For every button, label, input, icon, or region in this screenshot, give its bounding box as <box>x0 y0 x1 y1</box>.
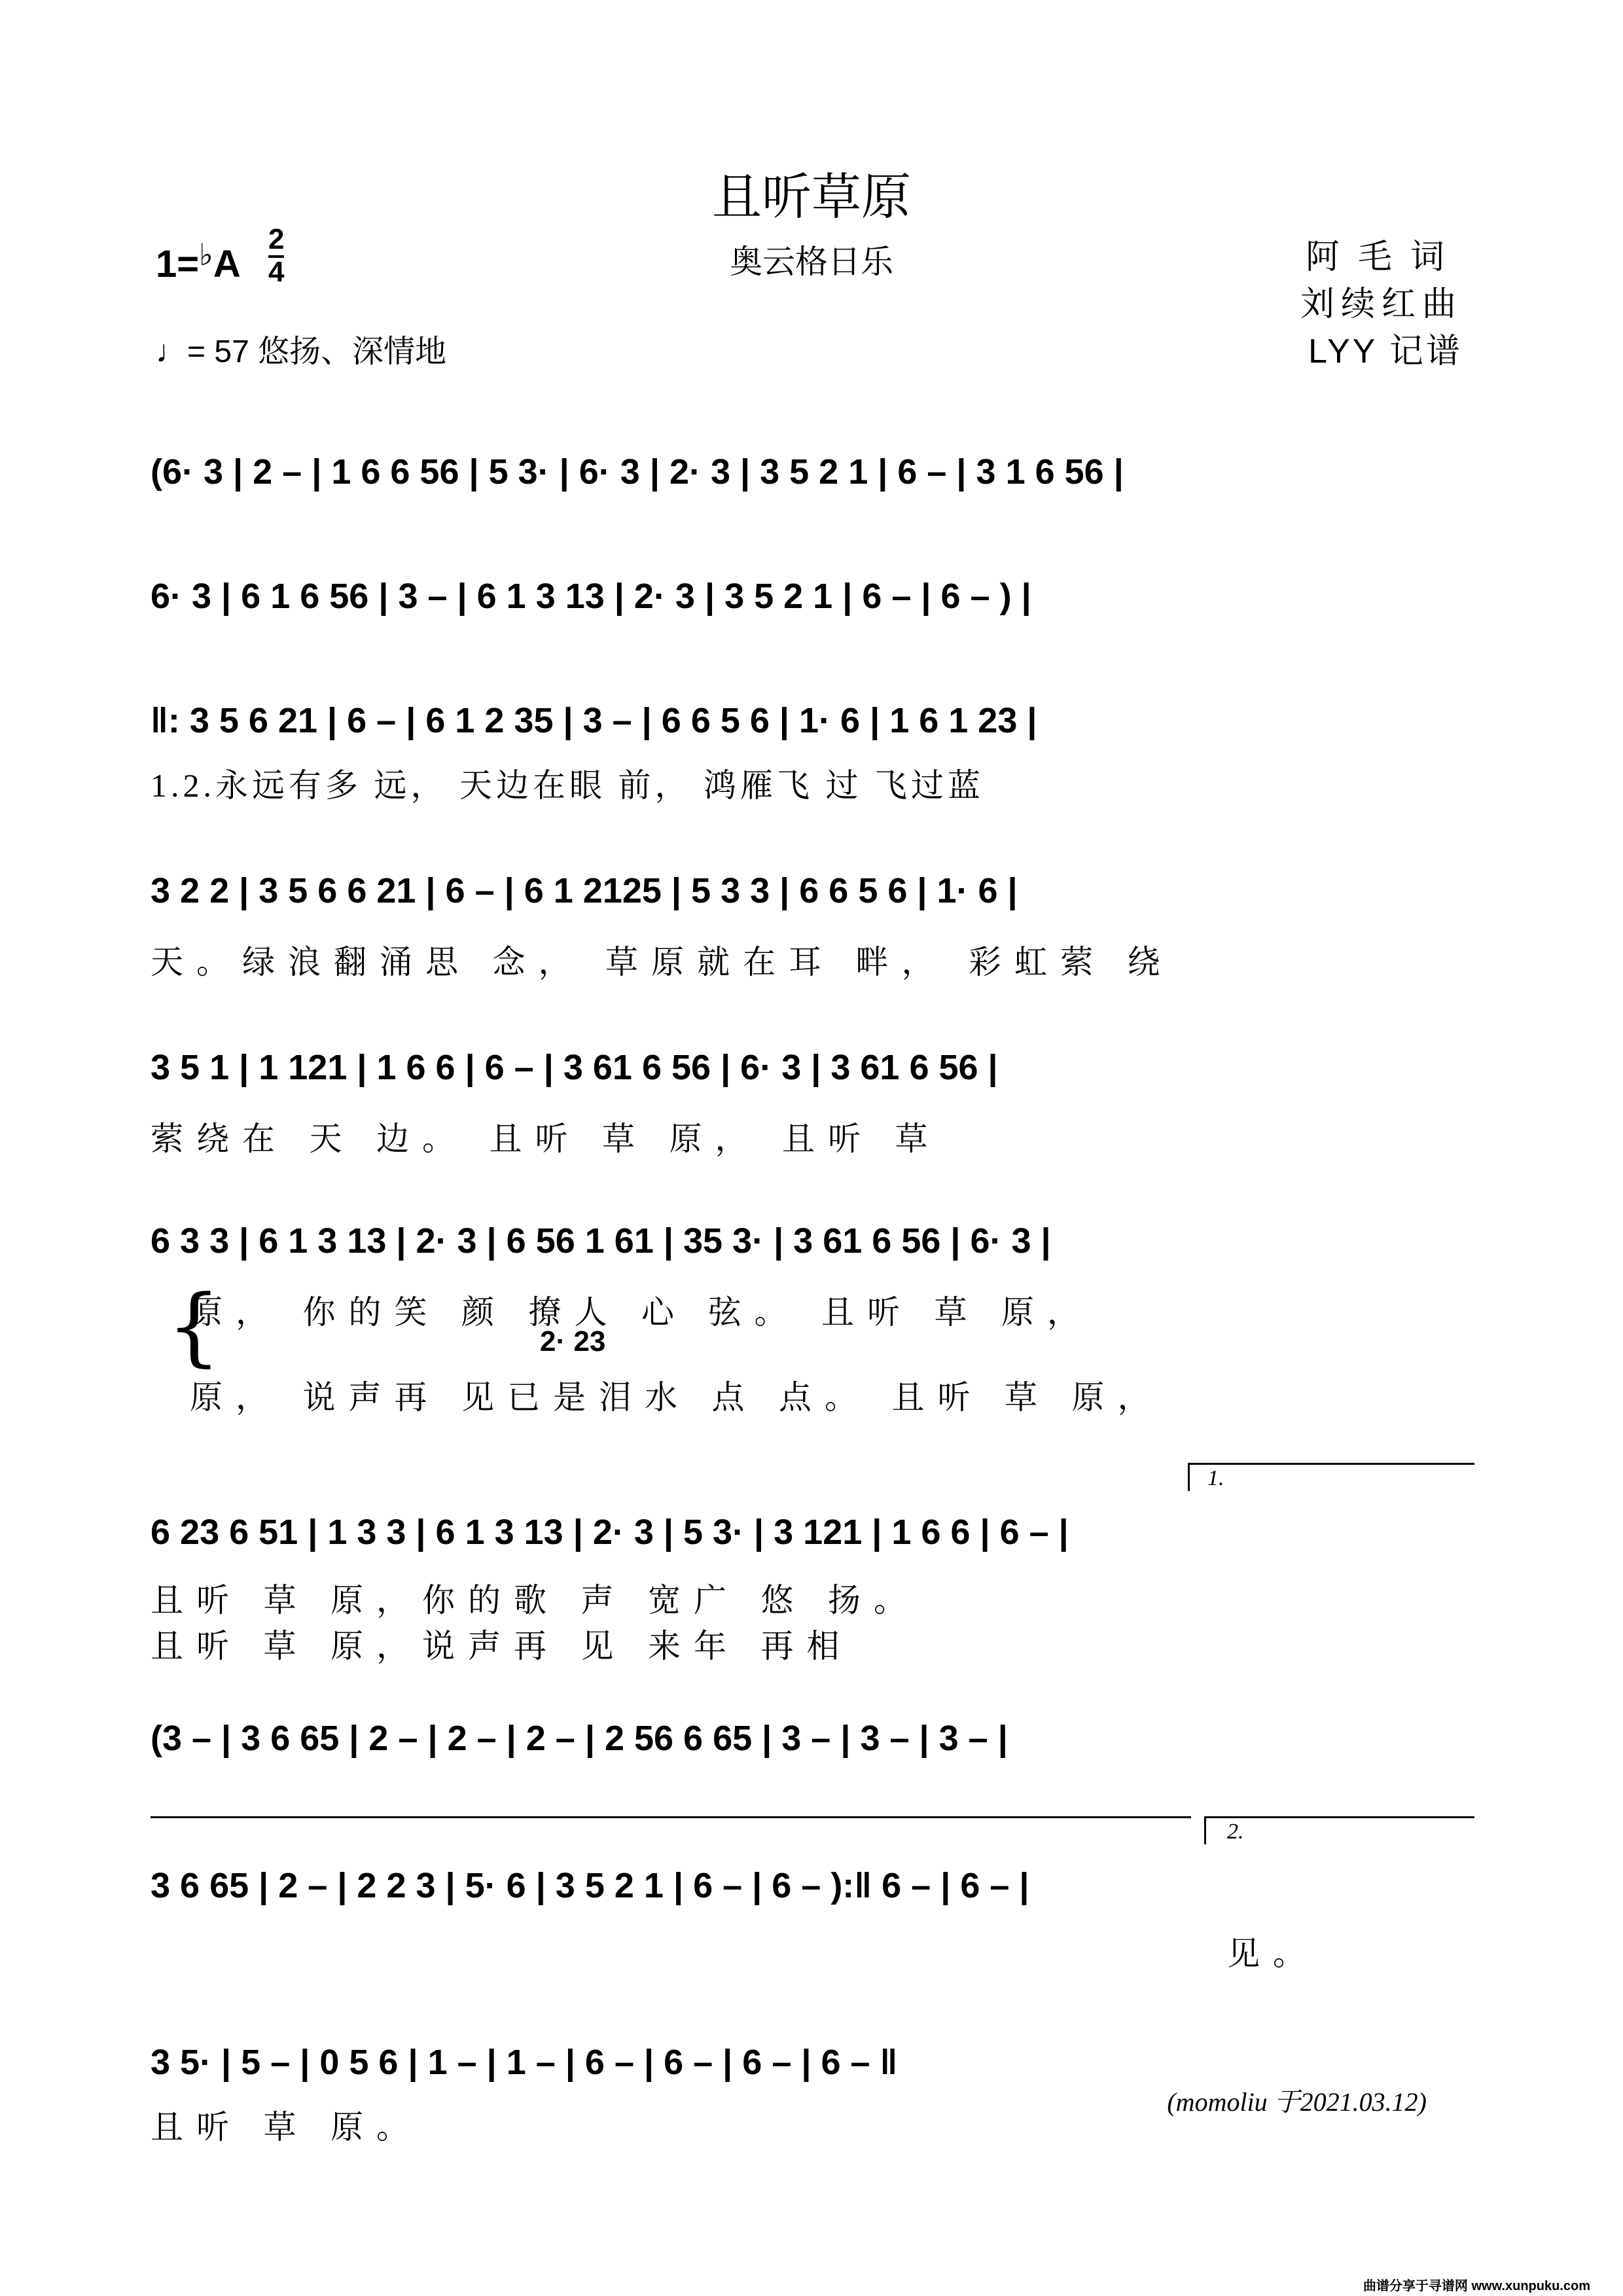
meter-top: 2 <box>268 225 284 258</box>
notation-line-9: 3 6 65 | 2 – | 2 2 3 | 5· 6 | 3 5 2 1 | 6 – | 6 – ):‖ 6 – | 6 – | <box>151 1866 1029 1905</box>
volta-bracket-2 <box>1204 1816 1474 1844</box>
flat-symbol: ♭ <box>199 238 213 272</box>
key-letter: A <box>213 243 241 285</box>
notation-line-10: 3 5· | 5 – | 0 5 6 | 1 – | 1 – | 6 – | 6 – | 6 – | 6 – ‖ <box>151 2043 898 2082</box>
notation-line-1: (6· 3 | 2 – | 1 6 6 56 | 5 3· | 6· 3 | 2· 3 | 3 5 2 1 | 6 – | 3 1 6 56 | <box>151 452 1124 492</box>
notation-line-5: 3 5 1 | 1 121 | 1 6 6 | 6 – | 3 61 6 56 | 6· 3 | 3 61 6 56 | <box>151 1048 998 1087</box>
lyrics-line-7-verse1: 且听 草 原，你的歌 声 宽广 悠 扬。 <box>151 1582 919 1619</box>
notation-line-4: 3 2 2 | 3 5 6 6 21 | 6 – | 6 1 2125 | 5 3 3 | 6 6 5 6 | 1· 6 | <box>151 871 1018 910</box>
key-signature <box>156 237 241 286</box>
notation-line-3: ‖: 3 5 6 21 | 6 – | 6 1 2 35 | 3 – | 6 6 5 6 | 1· 6 | 1 6 1 23 | <box>151 701 1037 740</box>
notation-line-2: 6· 3 | 6 1 6 56 | 3 – | 6 1 3 13 | 2· 3 | 3 5 2 1 | 6 – | 6 – ) | <box>151 577 1031 616</box>
transcriber-credit: LYY 记谱 <box>1308 332 1463 370</box>
lyrics-line-3: 1.2.永远有多 远， 天边在眼 前， 鸿雁飞 过 飞过蓝 <box>151 767 984 804</box>
meter-bottom: 4 <box>268 256 285 288</box>
lyrics-line-7-verse2: 且听 草 原，说声再 见 来年 再相 <box>151 1628 853 1664</box>
volta-line-continuation <box>151 1816 1191 1818</box>
notation-line-7: 6 23 6 51 | 1 3 3 | 6 1 3 13 | 2· 3 | 5 3· | 3 121 | 1 6 6 | 6 – | <box>151 1513 1069 1552</box>
volta-label-2: 2. <box>1227 1820 1244 1844</box>
verse-brace: { <box>167 1276 221 1376</box>
lyrics-line-4: 天。绿浪翻涌思 念， 草原就在耳 畔， 彩虹萦 绕 <box>151 944 1173 980</box>
volta-bracket-1 <box>1188 1463 1474 1491</box>
volta-label-1: 1. <box>1207 1466 1224 1490</box>
song-title: 且听草原 <box>712 170 911 225</box>
time-signature <box>268 225 284 287</box>
tempo-marking: ♩= 57 悠扬、深情地 <box>156 334 447 369</box>
lyricist-credit: 阿毛词 <box>1305 238 1463 276</box>
lyrics-line-9: 见。 <box>1227 1935 1319 1972</box>
lyrics-line-6-verse1: 原， 你的笑 颜 撩人 心 弦。 且听 草 原， <box>190 1294 1093 1331</box>
composer-credit: 刘续红曲 <box>1300 285 1463 323</box>
singer-name: 奥云格日乐 <box>730 243 893 280</box>
alt-notation: 2· 23 <box>540 1325 606 1357</box>
transcriber-signature: (momoliu 于2021.03.12) <box>1167 2087 1427 2117</box>
key-prefix: 1= <box>156 243 200 285</box>
lyrics-line-10: 且听 草 原。 <box>151 2109 422 2145</box>
lyrics-line-6-verse2: 原， 说声再 见已是泪水 点 点。 且听 草 原， <box>190 1379 1164 1416</box>
lyrics-line-5: 萦绕在 天 边。 且听 草 原， 且听 草 <box>151 1121 941 1157</box>
site-footer: 曲谱分享于寻谱网 www.xunpuku.com <box>1363 2279 1590 2293</box>
notation-line-8: (3 – | 3 6 65 | 2 – | 2 – | 2 – | 2 56 6 65 | 3 – | 3 – | 3 – | <box>151 1719 1008 1758</box>
notation-line-6: 6 3 3 | 6 1 3 13 | 2· 3 | 6 56 1 61 | 35 3· | 3 61 6 56 | 6· 3 | <box>151 1221 1051 1261</box>
